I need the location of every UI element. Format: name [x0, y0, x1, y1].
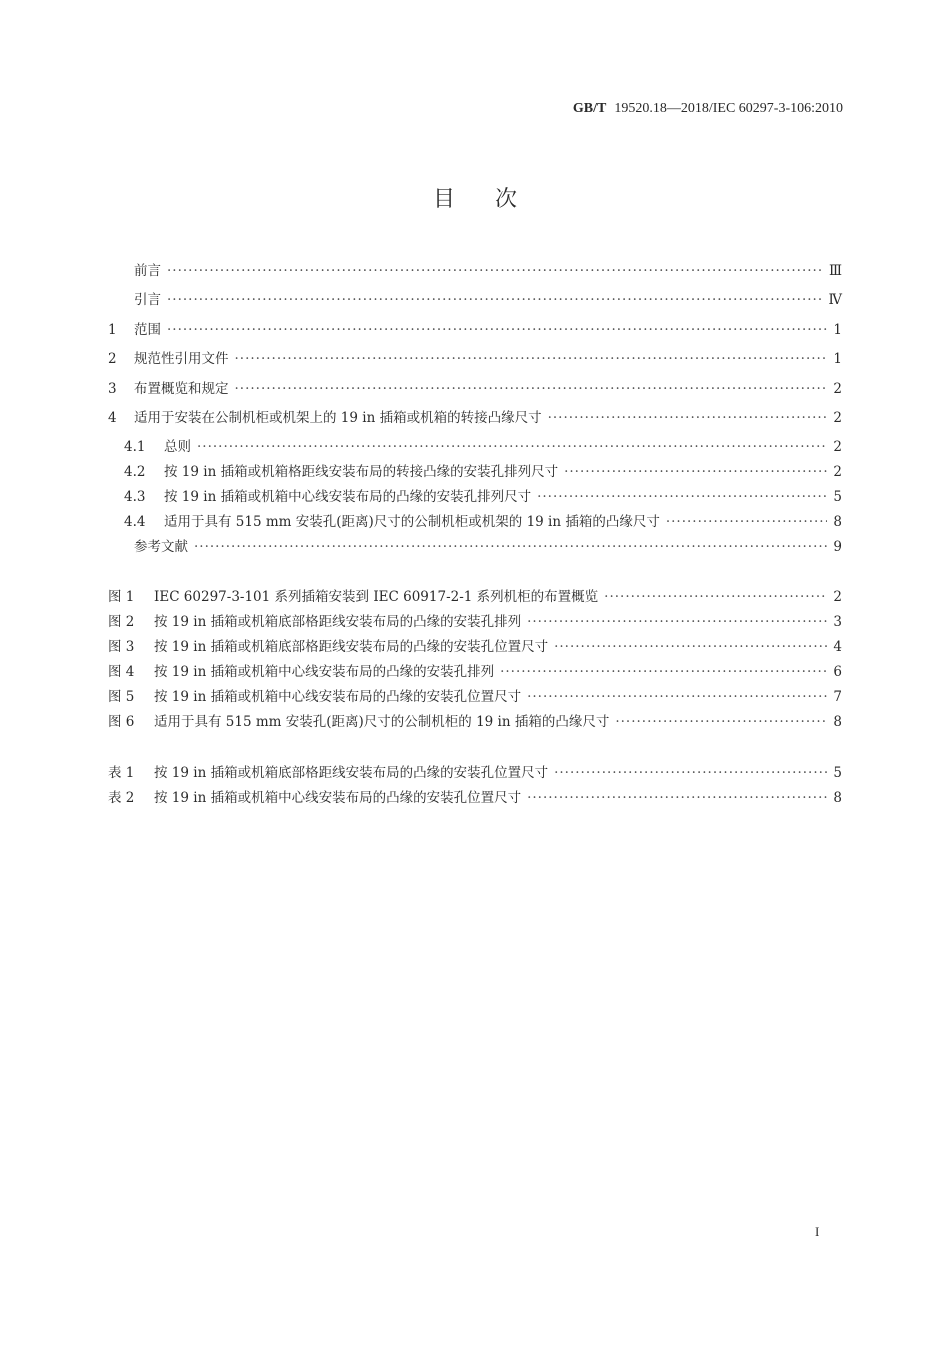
toc-entry[interactable]	[124, 438, 842, 456]
entry-number: 4.4	[124, 514, 146, 530]
entry-label: 总则	[164, 439, 191, 455]
leader-dots	[167, 321, 827, 339]
leader-dots	[235, 350, 828, 368]
entry-number: 图 4	[108, 664, 135, 680]
entry-number: 图 6	[108, 714, 135, 730]
figures-entry[interactable]	[108, 663, 842, 681]
entry-label: 适用于安装在公制机柜或机架上的 19 in 插箱或机箱的转接凸缘尺寸	[134, 410, 542, 426]
leader-dots	[666, 513, 828, 531]
entry-label: 按 19 in 插箱或机箱中心线安装布局的凸缘的安装孔位置尺寸	[154, 689, 522, 705]
figures-entry[interactable]	[108, 638, 842, 656]
entry-label: 布置概览和规定	[134, 381, 229, 397]
entry-page: 2	[833, 381, 842, 397]
standard-number: 19520.18—2018/IEC 60297-3-106:2010	[614, 101, 843, 116]
entry-number: 图 5	[108, 689, 135, 705]
leader-dots	[500, 663, 827, 681]
entry-label: 参考文献	[134, 539, 188, 555]
entry-label: 按 19 in 插箱或机箱底部格距线安装布局的凸缘的安装孔排列	[154, 614, 522, 630]
entry-page: Ⅲ	[828, 263, 842, 279]
entry-number: 图 1	[108, 589, 135, 605]
page-title: 目次	[432, 187, 557, 212]
entry-number: 4.1	[124, 439, 146, 455]
entry-number: 表 1	[108, 765, 135, 781]
document-code	[573, 101, 843, 117]
entry-number: 3	[108, 381, 117, 397]
figures-entry[interactable]	[108, 588, 842, 606]
toc-entry[interactable]	[108, 380, 842, 398]
entry-label: 前言	[134, 263, 161, 279]
entry-page: 7	[833, 689, 842, 705]
page-number: I	[815, 1224, 820, 1239]
leader-dots	[167, 262, 823, 280]
tables-entry[interactable]	[108, 789, 842, 807]
figures-entry[interactable]	[108, 713, 842, 731]
entry-page: 9	[833, 539, 842, 555]
entry-page: 5	[833, 765, 842, 781]
entry-label: 适用于具有 515 mm 安装孔(距离)尺寸的公制机柜或机架的 19 in 插箱的凸缘尺寸	[164, 514, 660, 530]
leader-dots	[527, 789, 827, 807]
toc-entry[interactable]	[124, 488, 842, 506]
figures-entry[interactable]	[108, 613, 842, 631]
leader-dots	[604, 588, 827, 606]
leader-dots	[615, 713, 827, 731]
entry-label: 按 19 in 插箱或机箱中心线安装布局的凸缘的安装孔排列尺寸	[164, 489, 532, 505]
entry-page: 1	[833, 322, 842, 338]
entry-number: 1	[108, 322, 117, 338]
leader-dots	[537, 488, 827, 506]
leader-dots	[548, 409, 828, 427]
entry-page: 2	[833, 464, 842, 480]
leader-dots	[194, 538, 827, 556]
entry-page: 8	[833, 514, 842, 530]
leader-dots	[235, 380, 828, 398]
toc-entry[interactable]	[108, 350, 842, 368]
entry-page: 5	[833, 489, 842, 505]
entry-label: 按 19 in 插箱或机箱中心线安装布局的凸缘的安装孔位置尺寸	[154, 790, 522, 806]
entry-label: 按 19 in 插箱或机箱底部格距线安装布局的凸缘的安装孔位置尺寸	[154, 639, 549, 655]
entry-number: 2	[108, 351, 117, 367]
leader-dots	[564, 463, 827, 481]
entry-page: 3	[833, 614, 842, 630]
entry-page: 6	[833, 664, 842, 680]
entry-page: 2	[833, 439, 842, 455]
leader-dots	[554, 764, 827, 782]
entry-page: 8	[833, 790, 842, 806]
entry-label: 规范性引用文件	[134, 351, 229, 367]
entry-number: 4.3	[124, 489, 146, 505]
entry-page: 2	[833, 410, 842, 426]
entry-label: 范围	[134, 322, 161, 338]
tables-entry[interactable]	[108, 764, 842, 782]
entry-label: IEC 60297-3-101 系列插箱安装到 IEC 60917-2-1 系列机柜的布置概览	[154, 589, 599, 605]
entry-number: 表 2	[108, 790, 135, 806]
entry-page: 4	[833, 639, 842, 655]
toc-entry[interactable]	[124, 463, 842, 481]
toc-entry[interactable]	[108, 409, 842, 427]
leader-dots	[527, 613, 827, 631]
leader-dots	[527, 688, 827, 706]
entry-label: 按 19 in 插箱或机箱底部格距线安装布局的凸缘的安装孔位置尺寸	[154, 765, 549, 781]
toc-entry[interactable]	[108, 291, 842, 309]
entry-number: 图 2	[108, 614, 135, 630]
toc-entry[interactable]	[108, 538, 842, 556]
entry-label: 适用于具有 515 mm 安装孔(距离)尺寸的公制机柜的 19 in 插箱的凸缘尺寸	[154, 714, 610, 730]
entry-number: 图 3	[108, 639, 135, 655]
leader-dots	[167, 291, 823, 309]
figures-entry[interactable]	[108, 688, 842, 706]
toc-entry[interactable]	[108, 262, 842, 280]
toc-entry[interactable]	[124, 513, 842, 531]
entry-page: 1	[833, 351, 842, 367]
entry-label: 按 19 in 插箱或机箱格距线安装布局的转接凸缘的安装孔排列尺寸	[164, 464, 559, 480]
standard-prefix: GB/T	[572, 101, 607, 116]
entry-label: 按 19 in 插箱或机箱中心线安装布局的凸缘的安装孔排列	[154, 664, 495, 680]
entry-number: 4	[108, 410, 117, 426]
leader-dots	[197, 438, 827, 456]
leader-dots	[554, 638, 827, 656]
entry-number: 4.2	[124, 464, 146, 480]
toc-entry[interactable]	[108, 321, 842, 339]
entry-label: 引言	[134, 292, 161, 308]
entry-page: 2	[833, 589, 842, 605]
entry-page: Ⅳ	[828, 292, 842, 308]
entry-page: 8	[833, 714, 842, 730]
